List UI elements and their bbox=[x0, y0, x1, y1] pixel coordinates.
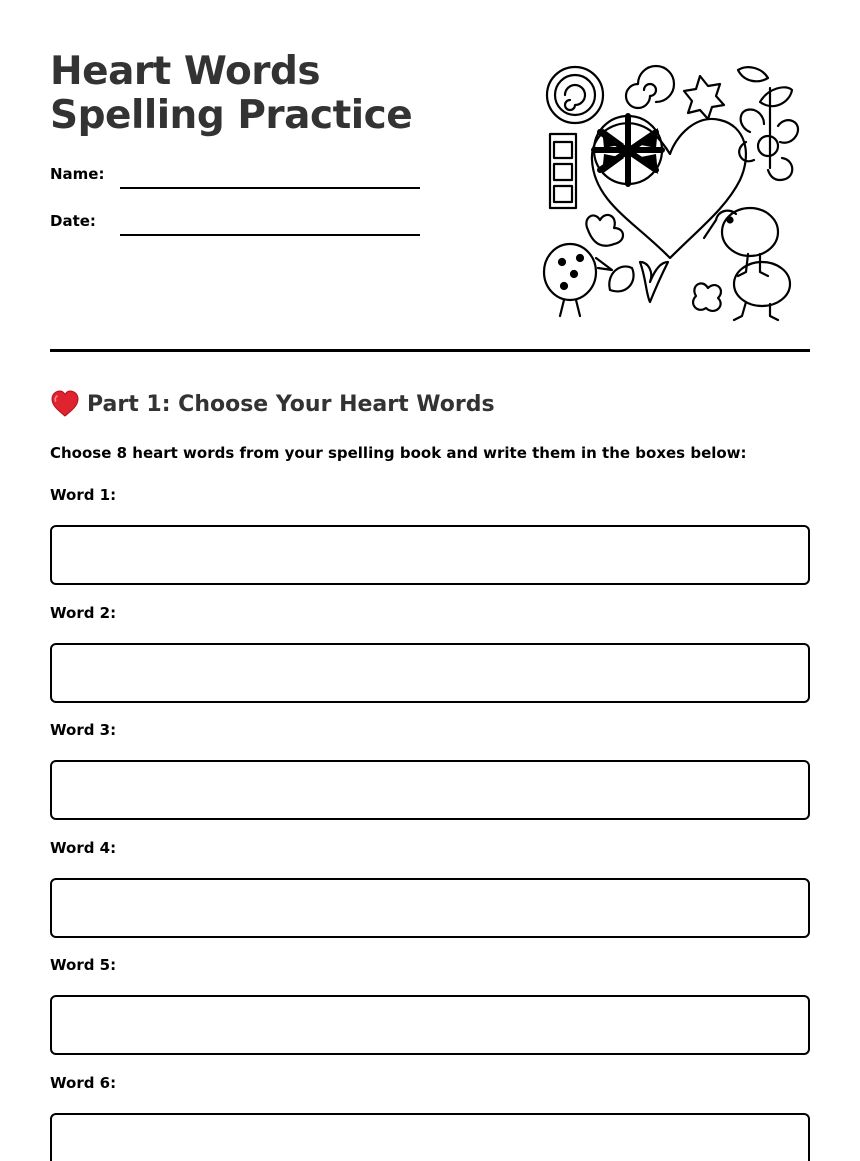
date-field-row bbox=[50, 210, 430, 240]
word-1-input[interactable] bbox=[50, 525, 810, 585]
name-line-field[interactable] bbox=[120, 187, 420, 189]
header-divider bbox=[50, 349, 810, 352]
heart-kiwi-illustration bbox=[540, 62, 802, 322]
part1-instructions: Choose 8 heart words from your spelling book and write them in the boxes below: bbox=[50, 444, 747, 462]
word-1-label: Word 1: bbox=[50, 486, 117, 504]
part1-title: Part 1: Choose Your Heart Words bbox=[87, 391, 495, 417]
name-field-row bbox=[50, 163, 430, 193]
word-5-label: Word 5: bbox=[50, 956, 117, 974]
word-3-label: Word 3: bbox=[50, 721, 117, 739]
word-2-input[interactable] bbox=[50, 643, 810, 703]
word-6-input[interactable] bbox=[50, 1113, 810, 1161]
word-5-input[interactable] bbox=[50, 995, 810, 1055]
date-label: Date: bbox=[50, 212, 96, 230]
word-6-label: Word 6: bbox=[50, 1074, 117, 1092]
word-4-input[interactable] bbox=[50, 878, 810, 938]
part1-heading bbox=[50, 387, 495, 421]
date-line-field[interactable] bbox=[120, 234, 420, 236]
page-title: Heart Words Spelling Practice bbox=[50, 49, 413, 138]
heart-icon bbox=[50, 390, 80, 418]
worksheet-header bbox=[50, 50, 810, 330]
word-2-label: Word 2: bbox=[50, 604, 117, 622]
word-3-input[interactable] bbox=[50, 760, 810, 820]
name-label: Name: bbox=[50, 165, 105, 183]
word-4-label: Word 4: bbox=[50, 839, 117, 857]
